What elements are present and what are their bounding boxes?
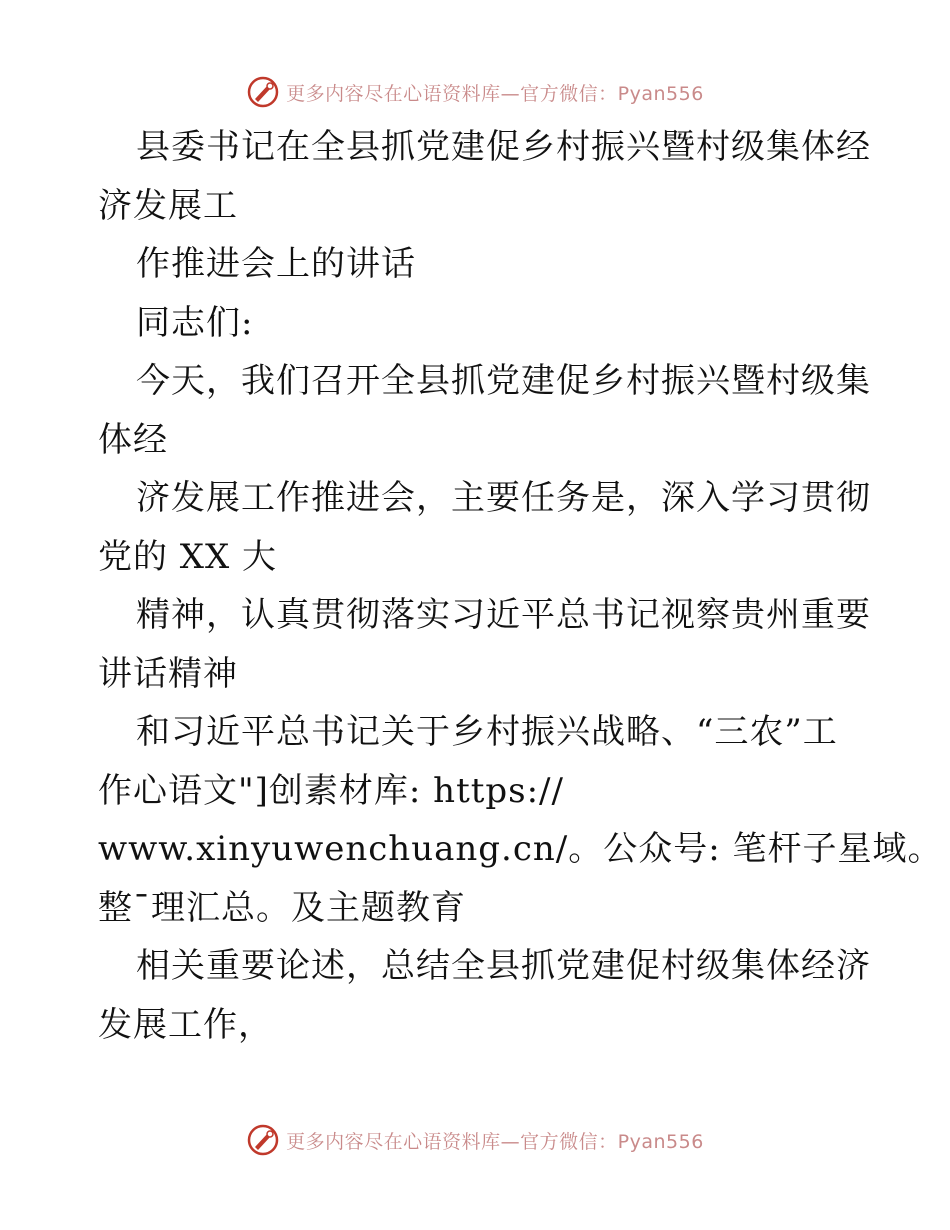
text-line: 作推进会上的讲话 [136,244,416,284]
text-line: www.xinyuwenchuang.cn/。公众号: 笔杆子星域。 [98,829,943,869]
header-watermark [0,72,950,112]
text-line: 济发展工作推进会，主要任务是，深入学习贯彻 [136,478,871,518]
text-line: 相关重要论述，总结全县抓党建促村级集体经济 [136,946,871,986]
text-line: 今天，我们召开全县抓党建促乡村振兴暨村级集 [136,361,871,401]
document-body [98,118,943,1054]
text-line: 发展工作， [98,1004,273,1045]
text-line: 讲话精神 [98,653,238,694]
pen-logo-icon [246,1123,280,1157]
text-line: 精神，认真贯彻落实习近平总书记视察贵州重要 [136,595,871,635]
watermark-text: 更多内容尽在心语资料库—官方微信：Pyan556 [286,82,704,105]
text-line: 党的 XX 大 [98,536,278,577]
text-line: 体经 [98,419,168,460]
pen-logo-icon [246,75,280,109]
watermark-text: 更多内容尽在心语资料库—官方微信：Pyan556 [286,1130,704,1153]
text-line: 作心语文"]创素材库: https:// [98,770,564,811]
text-line: 县委书记在全县抓党建促乡村振兴暨村级集体经 [136,127,871,167]
text-line: 和习近平总书记关于乡村振兴战略、“三农”工 [136,712,838,752]
footer-watermark [0,1120,950,1160]
text-line: 同志们: [136,302,254,343]
text-line: 济发展工 [98,185,238,226]
text-line: 整¯理汇总。及主题教育 [98,887,466,928]
